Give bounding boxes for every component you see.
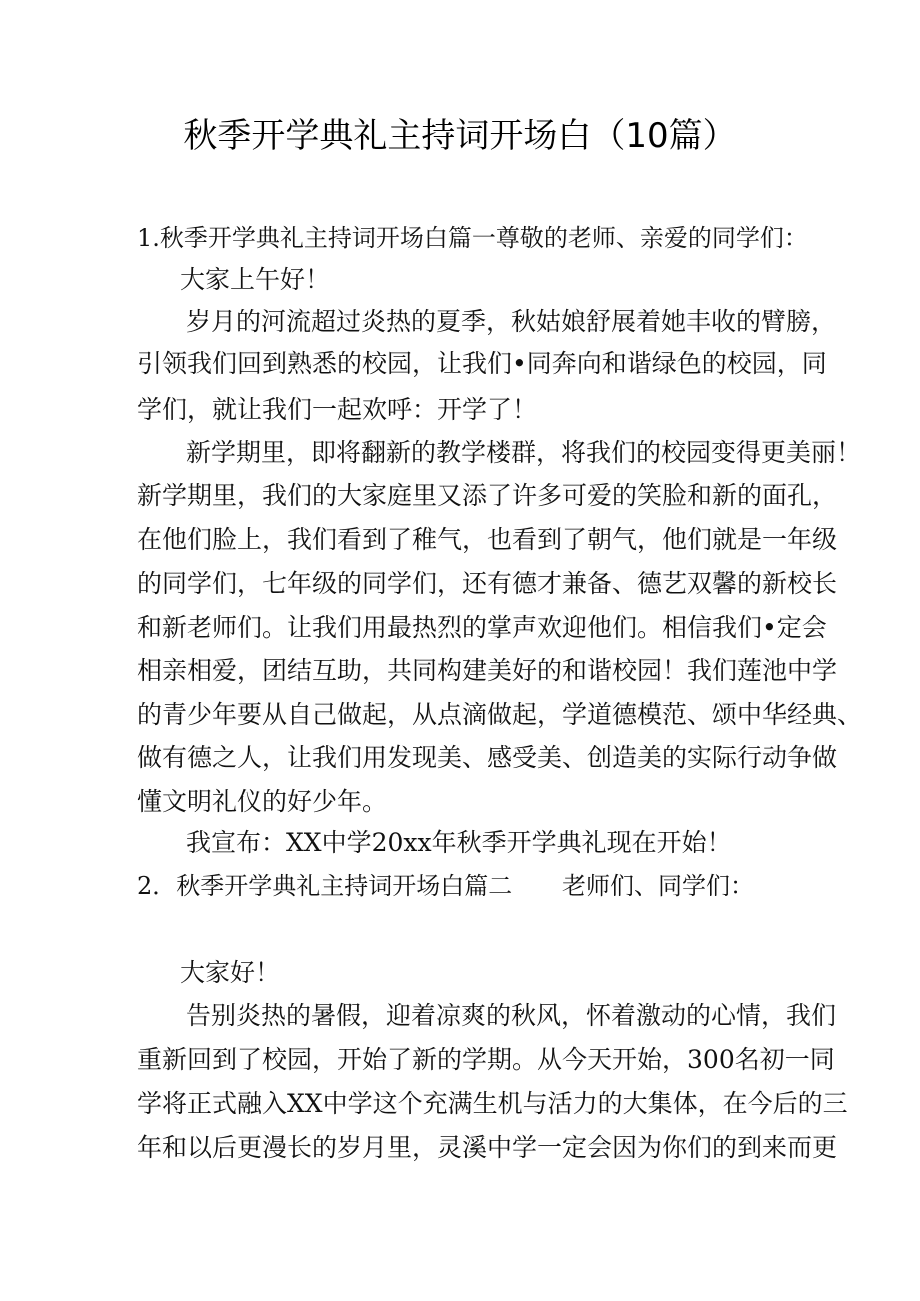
paragraph-line: 相亲相爱，团结互助，共同构建美好的和谐校园！我们莲池中学 <box>137 656 838 685</box>
paragraph-line: 告别炎热的暑假，迎着凉爽的秋风，怀着激动的心情，我们 <box>186 1001 837 1030</box>
greeting-line: 大家好！ <box>180 958 281 987</box>
paragraph-line: 引领我们回到熟悉的校园，让我们•同奔向和谐绿色的校园，同 <box>137 349 827 378</box>
paragraph-line: 新学期里，我们的大家庭里又添了许多可爱的笑脸和新的面孔， <box>137 481 838 510</box>
paragraph-line: 学将正式融入XX中学这个充满生机与活力的大集体，在今后的三 <box>137 1089 848 1118</box>
paragraph-line: 学们，就让我们一起欢呼：开学了！ <box>137 395 538 424</box>
section-heading: 1.秋季开学典礼主持词开场白篇一尊敬的老师、亲爱的同学们： <box>137 224 808 252</box>
document-title: 秋季开学典礼主持词开场白（10篇） <box>183 116 737 156</box>
paragraph-line: 的同学们，七年级的同学们，还有德才兼备、德艺双馨的新校长 <box>137 569 838 598</box>
paragraph-line: 年和以后更漫长的岁月里，灵溪中学一定会因为你们的到来而更 <box>137 1133 838 1162</box>
paragraph-line: 重新回到了校园，开始了新的学期。从今天开始，300名初一同 <box>137 1045 835 1074</box>
paragraph-line: 在他们脸上，我们看到了稚气，也看到了朝气，他们就是一年级 <box>137 525 838 554</box>
section-heading-addressee: 老师们、同学们： <box>562 872 754 900</box>
paragraph-line: 和新老师们。让我们用最热烈的掌声欢迎他们。相信我们•定会 <box>137 613 827 642</box>
paragraph-line: 岁月的河流超过炎热的夏季，秋姑娘舒展着她丰收的臂膀， <box>186 307 837 336</box>
section-heading: 2．秋季开学典礼主持词开场白篇二 <box>137 872 513 900</box>
paragraph-line: 懂文明礼仪的好少年。 <box>137 787 388 816</box>
declaration-line: 我宣布：XX中学20xx年秋季开学典礼现在开始！ <box>186 828 732 857</box>
paragraph-line: 的青少年要从自己做起，从点滴做起，学道德模范、颂中华经典、 <box>137 700 863 729</box>
paragraph-line: 新学期里，即将翻新的教学楼群，将我们的校园变得更美丽！ <box>186 438 862 467</box>
paragraph-line: 做有德之人，让我们用发现美、感受美、创造美的实际行动争做 <box>137 743 838 772</box>
greeting-line: 大家上午好！ <box>180 265 331 294</box>
